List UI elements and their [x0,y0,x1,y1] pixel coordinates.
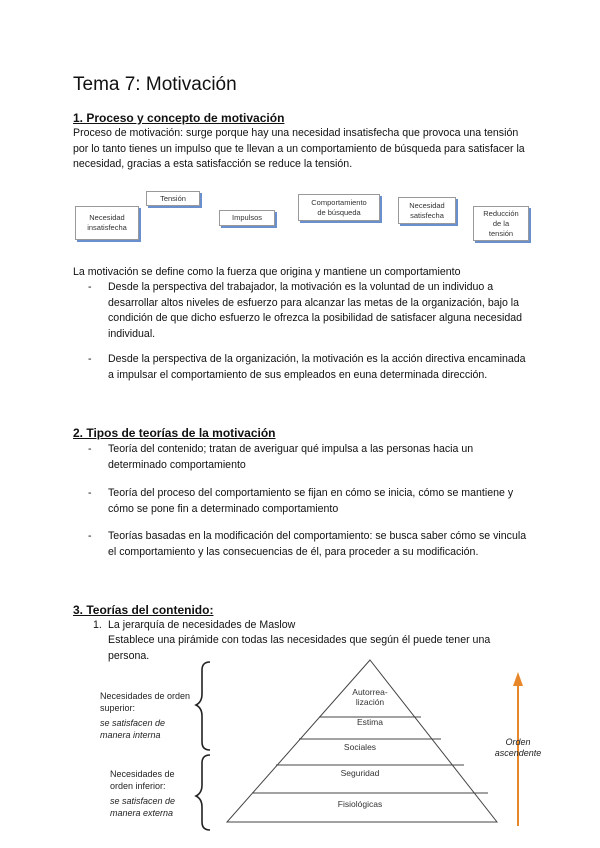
section2-heading: 2. Tipos de teorías de la motivación [73,426,276,440]
box-line: de búsqueda [317,207,361,217]
section2-bullet-2: Teoría del proceso del comportamiento se fijan en cómo se inicia, cómo se mantiene y cómo se pone fin a determinado comportamiento [108,487,514,515]
side-text: superior: [100,703,136,713]
box-line: de la [492,218,510,228]
motivation-definition: La motivación se define como la fuerza que origina y mantiene un comportamiento [73,266,461,278]
box-line: insatisfecha [87,223,127,232]
arrow-up-icon [513,672,523,686]
bullet-dash: - [88,530,92,542]
level-text: lización [355,697,385,707]
side-note: se satisfacen de [110,796,176,806]
bullet-dash: - [88,443,92,455]
superior-needs-label [100,690,190,741]
section1-bullet-2: Desde la perspectiva de la organización, la motivación es la acción directiva encaminada a impulsar el comportamiento de sus empleados en euna determinada dirección. [108,353,526,381]
brace-superior-icon [196,662,210,750]
orden-text: ascendente [494,748,542,758]
bullet-dash: - [88,487,92,499]
level-seguridad: Seguridad [340,768,380,778]
box-line: Necesidad [409,200,445,210]
maslow-description: Establece una pirámide con todas las necesidades que según él puede tener una persona. [108,634,491,662]
box-line: Comportamiento [311,197,367,207]
box-line: tensión [488,228,514,238]
section1-bullet-1: Desde la perspectiva del trabajador, la motivación es la voluntad de un individuo a desarrollar altos niveles de esfuerzo para alcanzar las metas de la organización, bajo la condición de que dicho esfuerzo le ofrezca la posibilidad de satisfacer alguna necesidad individual. [108,281,523,340]
orden-text: Orden [505,737,531,747]
level-autorrealizacion [330,687,410,707]
section1-paragraph: Proceso de motivación: surge porque hay una necesidad insatisfecha que provoca una tensión por lo tanto tienes un impulso que te llevan a un comportamiento de búsqueda para satisfacer la necesidad, gracias a esta satisfacción se reduce la tensión. [73,127,525,170]
section1-heading: 1. Proceso y concepto de motivación [73,111,285,125]
page-title: Tema 7: Motivación [73,74,237,95]
section3-heading: 3. Teorías del contenido: [73,603,214,617]
list-number: 1. [93,619,102,631]
side-text: Necesidades de [110,769,175,779]
section2-bullet-1: Teoría del contenido; tratan de averiguar qué impulsa a las personas hacia un determinado comportamiento [108,443,474,471]
side-note: manera interna [100,730,161,740]
level-sociales: Sociales [343,742,377,752]
box-line: Tensión [160,193,186,203]
box-line: satisfecha [410,210,444,220]
bullet-dash: - [88,281,92,293]
level-estima: Estima [357,717,383,727]
pyramid-outline [227,660,497,822]
side-text: Necesidades de orden [100,691,191,701]
inferior-needs-label [110,768,175,819]
brace-inferior-icon [196,755,210,830]
box-line: Reducción [483,208,519,218]
side-note: manera externa [110,808,174,818]
box-line: Necesidad [89,213,125,222]
side-text: orden inferior: [110,781,166,791]
maslow-title: La jerarquía de necesidades de Maslow [108,619,296,631]
section2-bullet-3: Teorías basadas en la modificación del comportamiento: se busca saber cómo se vincula el comportamiento y las consecuencias de él, para proceder a su modificación. [108,530,527,558]
orden-ascendente-label [488,737,548,759]
box-line: Impulsos [231,213,262,222]
level-text: Autorrea- [352,687,388,697]
level-fisiologicas: Fisiológicas [337,799,383,809]
bullet-dash: - [88,353,92,365]
side-note: se satisfacen de [100,718,166,728]
